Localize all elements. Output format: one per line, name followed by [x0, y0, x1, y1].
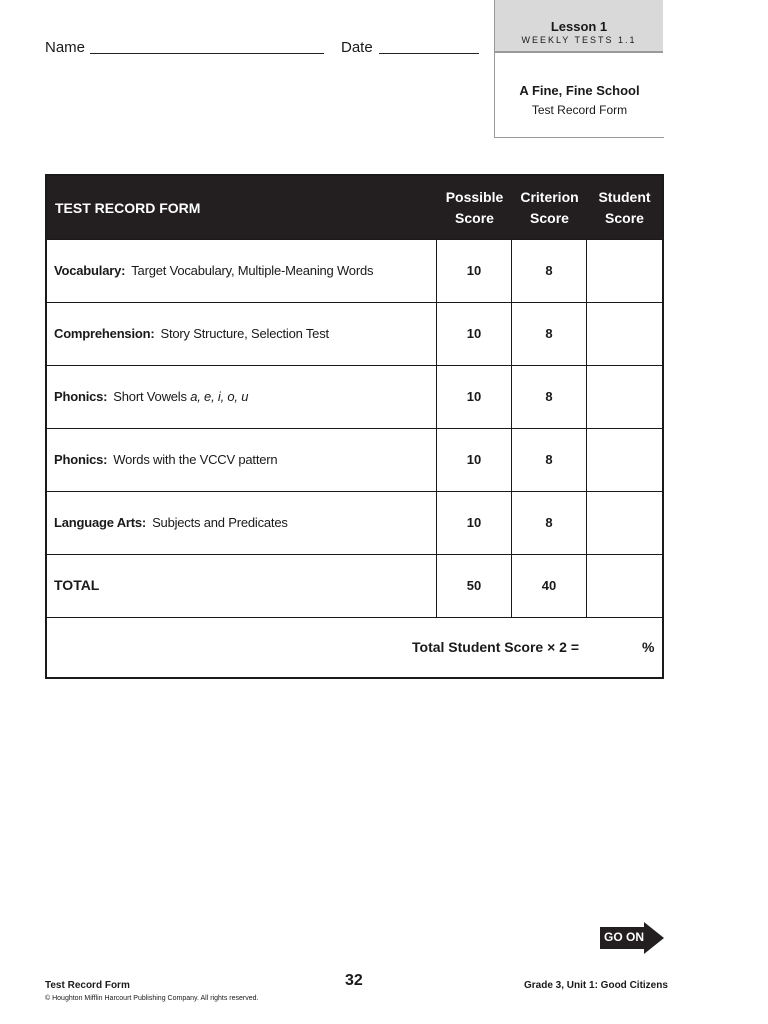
lesson-title: Lesson 1 [550, 19, 608, 34]
student-score-field[interactable] [586, 366, 661, 428]
row-description: Subjects and Predicates [152, 515, 288, 530]
percent-sign: % [642, 639, 655, 655]
test-record-table [45, 174, 664, 679]
column-header-line: Score [455, 210, 494, 226]
row-category: Comprehension: [54, 326, 155, 341]
table-row [47, 428, 662, 491]
possible-score: 10 [436, 303, 511, 365]
total-label: TOTAL [54, 577, 100, 593]
row-description: Words with the VCCV pattern [113, 452, 278, 467]
table-row [47, 302, 662, 365]
table-row [47, 365, 662, 428]
date-field[interactable] [379, 53, 479, 54]
lesson-header [495, 0, 663, 53]
column-header-line: Score [605, 210, 644, 226]
row-category: Phonics: [54, 389, 108, 404]
student-score-field[interactable] [586, 492, 661, 554]
possible-score: 10 [436, 240, 511, 302]
table-title: TEST RECORD FORM [55, 200, 201, 216]
student-score-field[interactable] [586, 303, 661, 365]
column-header-criterion [512, 187, 587, 229]
table-row [47, 491, 662, 554]
copyright-text: © Houghton Mifflin Harcourt Publishing Company. All rights reserved. [45, 995, 259, 1002]
row-label [54, 515, 288, 530]
date-label: Date [341, 39, 373, 56]
total-criterion: 40 [511, 555, 586, 617]
name-field[interactable] [90, 53, 324, 54]
name-label: Name [45, 39, 86, 56]
column-header-line: Student [598, 189, 651, 205]
go-on-label: GO ON [604, 930, 645, 944]
column-header-line: Possible [445, 189, 504, 205]
page-number: 32 [345, 972, 363, 989]
criterion-score: 8 [511, 240, 586, 302]
possible-score: 10 [436, 429, 511, 491]
criterion-score: 8 [511, 429, 586, 491]
column-header-line: Score [530, 210, 569, 226]
column-header-student [587, 187, 662, 229]
row-category: Language Arts: [54, 515, 147, 530]
total-student-score-field[interactable] [586, 555, 661, 617]
lesson-subtitle: WEEKLY TESTS 1.1 [521, 35, 637, 45]
row-category: Phonics: [54, 452, 108, 467]
possible-score: 10 [436, 366, 511, 428]
student-score-field[interactable] [586, 240, 661, 302]
row-description: a, e, i, o, u [190, 389, 249, 404]
row-description: Target Vocabulary, Multiple-Meaning Words [131, 263, 374, 278]
footer-form-name: Test Record Form [45, 980, 130, 991]
final-score-row [47, 617, 662, 678]
row-label [54, 389, 248, 404]
lesson-box [494, 0, 664, 138]
student-score-field[interactable] [586, 429, 661, 491]
possible-score: 10 [436, 492, 511, 554]
table-row [47, 239, 662, 302]
criterion-score: 8 [511, 303, 586, 365]
footer-unit: Grade 3, Unit 1: Good Citizens [524, 980, 668, 991]
row-label [54, 263, 373, 278]
criterion-score: 8 [511, 492, 586, 554]
row-description: Short Vowels [113, 389, 191, 404]
table-header [47, 176, 662, 240]
story-title: A Fine, Fine School [519, 83, 640, 98]
row-description: Story Structure, Selection Test [160, 326, 329, 341]
row-category: Vocabulary: [54, 263, 126, 278]
go-on-arrow [600, 922, 664, 954]
row-label [54, 326, 329, 341]
final-score-label: Total Student Score × 2 = [412, 639, 580, 655]
column-header-line: Criterion [520, 189, 579, 205]
criterion-score: 8 [511, 366, 586, 428]
column-header-possible [437, 187, 512, 229]
total-row [47, 554, 662, 617]
total-possible: 50 [436, 555, 511, 617]
story-subtitle: Test Record Form [531, 103, 628, 117]
row-label [54, 452, 277, 467]
